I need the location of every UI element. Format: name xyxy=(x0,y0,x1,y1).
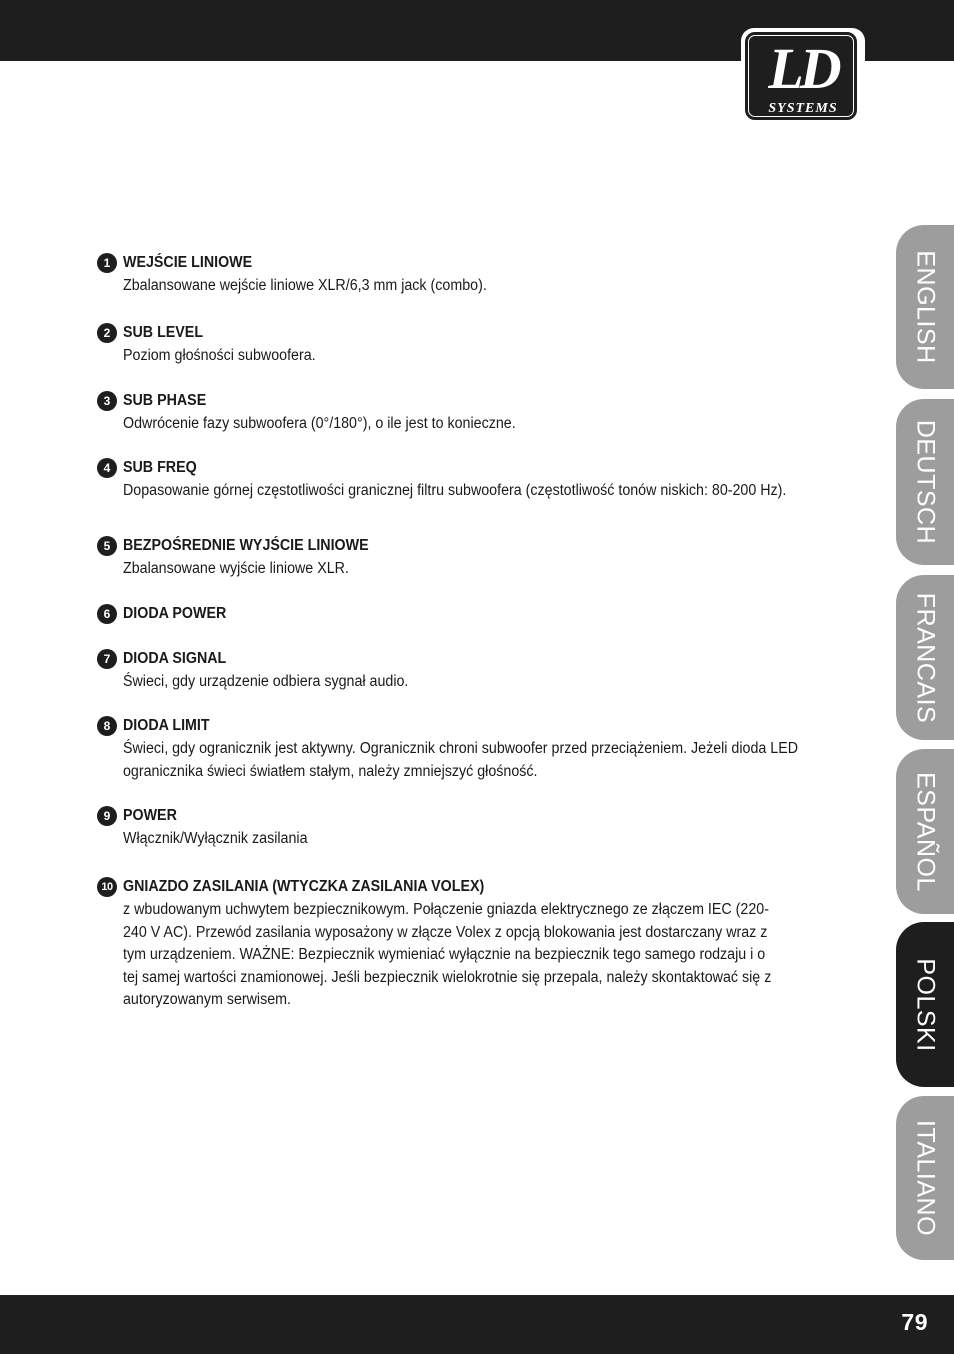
footer-bar xyxy=(0,1295,954,1354)
item-number-badge: 1 xyxy=(97,253,117,273)
item-title: SUB PHASE xyxy=(123,392,207,409)
item-number-badge: 2 xyxy=(97,323,117,343)
tab-deutsch-label: DEUTSCH xyxy=(911,419,940,545)
item-title: WEJŚCIE LINIOWE xyxy=(123,254,253,271)
item-title: BEZPOŚREDNIE WYJŚCIE LINIOWE xyxy=(123,537,369,554)
tab-polski[interactable] xyxy=(896,922,954,1087)
item-description: Zbalansowane wejście liniowe XLR/6,3 mm jack (combo). xyxy=(123,277,487,294)
item-description: Poziom głośności subwoofera. xyxy=(123,347,316,364)
item-number-badge: 6 xyxy=(97,604,117,624)
logo-sub-text: SYSTEMS xyxy=(768,101,838,116)
tab-italiano[interactable] xyxy=(896,1096,954,1260)
logo-main-text: LD xyxy=(768,36,838,101)
item-number-badge: 10 xyxy=(97,877,117,897)
tab-polski-label: POLSKI xyxy=(911,957,940,1052)
ld-systems-logo xyxy=(741,28,865,126)
tab-francais[interactable] xyxy=(896,575,954,740)
item-title: DIODA POWER xyxy=(123,605,227,622)
item-number-badge: 4 xyxy=(97,458,117,478)
item-number-badge: 7 xyxy=(97,649,117,669)
tab-english[interactable] xyxy=(896,225,954,389)
tab-espanol[interactable] xyxy=(896,749,954,914)
item-description: Odwrócenie fazy subwoofera (0°/180°), o ile jest to konieczne. xyxy=(123,415,516,432)
item-number-badge: 8 xyxy=(97,716,117,736)
page-number: 79 xyxy=(901,1309,928,1335)
tab-espanol-label: ESPAÑOL xyxy=(911,771,940,892)
item-number-badge: 5 xyxy=(97,536,117,556)
item-description: z wbudowanym uchwytem bezpiecznikowym. Połączenie gniazda elektrycznego ze złączem IEC (220- 240 V AC). Przewód zasilania wyposażony w złącze Volex z opcją blokowania jest dostarczany wraz z tym urządzeniem. WAŻNE: Bezpiecznik wymieniać wyłącznie na bezpiecznik tego samego rodzaju i o tej samej wartości znamionowej. Jeśli bezpiecznik wielokrotnie się przepala, należy skontaktować się z autoryzowanym serwisem. xyxy=(123,901,772,1008)
tab-francais-label: FRANCAIS xyxy=(911,592,940,723)
item-title: DIODA SIGNAL xyxy=(123,650,227,667)
item-description: Świeci, gdy urządzenie odbiera sygnał audio. xyxy=(123,673,409,690)
item-number-badge: 3 xyxy=(97,391,117,411)
logo-badge xyxy=(745,32,857,120)
item-title: SUB LEVEL xyxy=(123,324,204,341)
item-description: Dopasowanie górnej częstotliwości granicznej filtru subwoofera (częstotliwość tonów niskich: 80-200 Hz). xyxy=(123,482,787,499)
item-title: SUB FREQ xyxy=(123,459,197,476)
item-number-badge: 9 xyxy=(97,806,117,826)
tab-italiano-label: ITALIANO xyxy=(911,1119,940,1237)
item-title: POWER xyxy=(123,807,177,824)
item-description: Włącznik/Wyłącznik zasilania xyxy=(123,830,308,847)
item-title: DIODA LIMIT xyxy=(123,717,210,734)
item-title: GNIAZDO ZASILANIA (WTYCZKA ZASILANIA VOLEX) xyxy=(123,878,485,895)
tab-deutsch[interactable] xyxy=(896,399,954,565)
item-description: Świeci, gdy ogranicznik jest aktywny. Ogranicznik chroni subwoofer przed przeciążeniem. Jeżeli dioda LED ogranicznika świeci światłem stałym, należy zmniejszyć głośność. xyxy=(123,740,799,780)
tab-english-label: ENGLISH xyxy=(911,250,940,364)
item-description: Zbalansowane wyjście liniowe XLR. xyxy=(123,560,349,577)
